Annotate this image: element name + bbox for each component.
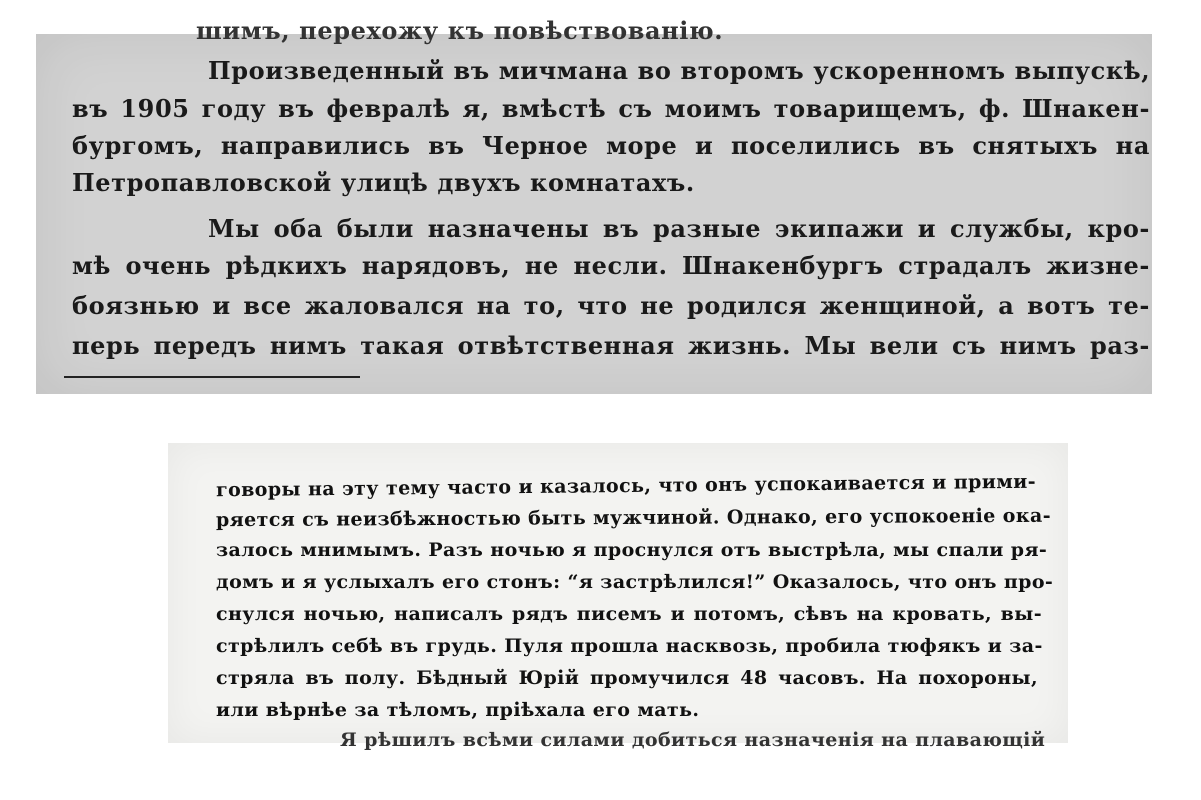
text-line: домъ и я услыхалъ его стонъ: “я застрѣлился!” Оказалось, что онъ про-	[216, 571, 1054, 593]
text-line: снулся ночью, написалъ рядъ писемъ и потомъ, сѣвъ на кровать, вы-	[216, 603, 1042, 625]
text-line: залось мнимымъ. Разъ ночью я проснулся отъ выстрѣла, мы спали ря-	[216, 539, 1048, 561]
footnote-rule	[64, 376, 360, 378]
text-line: Мы оба были назначены въ разные экипажи и службы, кро-	[208, 214, 1150, 243]
text-line: стрѣлилъ себѣ въ грудь. Пуля прошла насквозь, пробила тюфякъ и за-	[216, 635, 1043, 657]
text-line: мѣ очень рѣдкихъ нарядовъ, не несли. Шнакенбургъ страдалъ жизне-	[72, 251, 1150, 280]
bottom-partial-line: Я рѣшилъ всѣми силами добиться назначенія на плавающій	[340, 729, 1046, 751]
text-line: въ 1905 году въ февралѣ я, вмѣстѣ съ моимъ товарищемъ, ф. Шнакен-	[72, 94, 1150, 123]
text-line: Произведенный въ мичмана во второмъ ускоренномъ выпускѣ,	[208, 56, 1151, 85]
text-line: перь передъ нимъ такая отвѣтственная жизнь. Мы вели съ нимъ раз-	[72, 331, 1150, 360]
text-line: ряется съ неизбѣжностью быть мужчиной. Однако, его успокоеніе ока-	[215, 504, 1052, 532]
bottom-page-scan	[168, 443, 1068, 751]
top-page-scan	[36, 16, 1152, 394]
text-line: говоры на эту тему часто и казалось, что онъ успокаивается и прими-	[215, 470, 1037, 502]
text-line: или вѣрнѣе за тѣломъ, пріѣхала его мать.	[216, 699, 700, 721]
text-line: бургомъ, направились въ Черное море и поселились въ снятыхъ на	[72, 131, 1150, 160]
top-partial-line: шимъ, перехожу къ повѣствованію.	[196, 16, 724, 45]
text-line: стряла въ полу. Бѣдный Юрій промучился 48 часовъ. На похороны,	[216, 667, 1038, 689]
text-line: боязнью и все жаловался на то, что не родился женщиной, а вотъ те-	[72, 291, 1150, 320]
text-line: Петропавловской улицѣ двухъ комнатахъ.	[72, 168, 695, 197]
